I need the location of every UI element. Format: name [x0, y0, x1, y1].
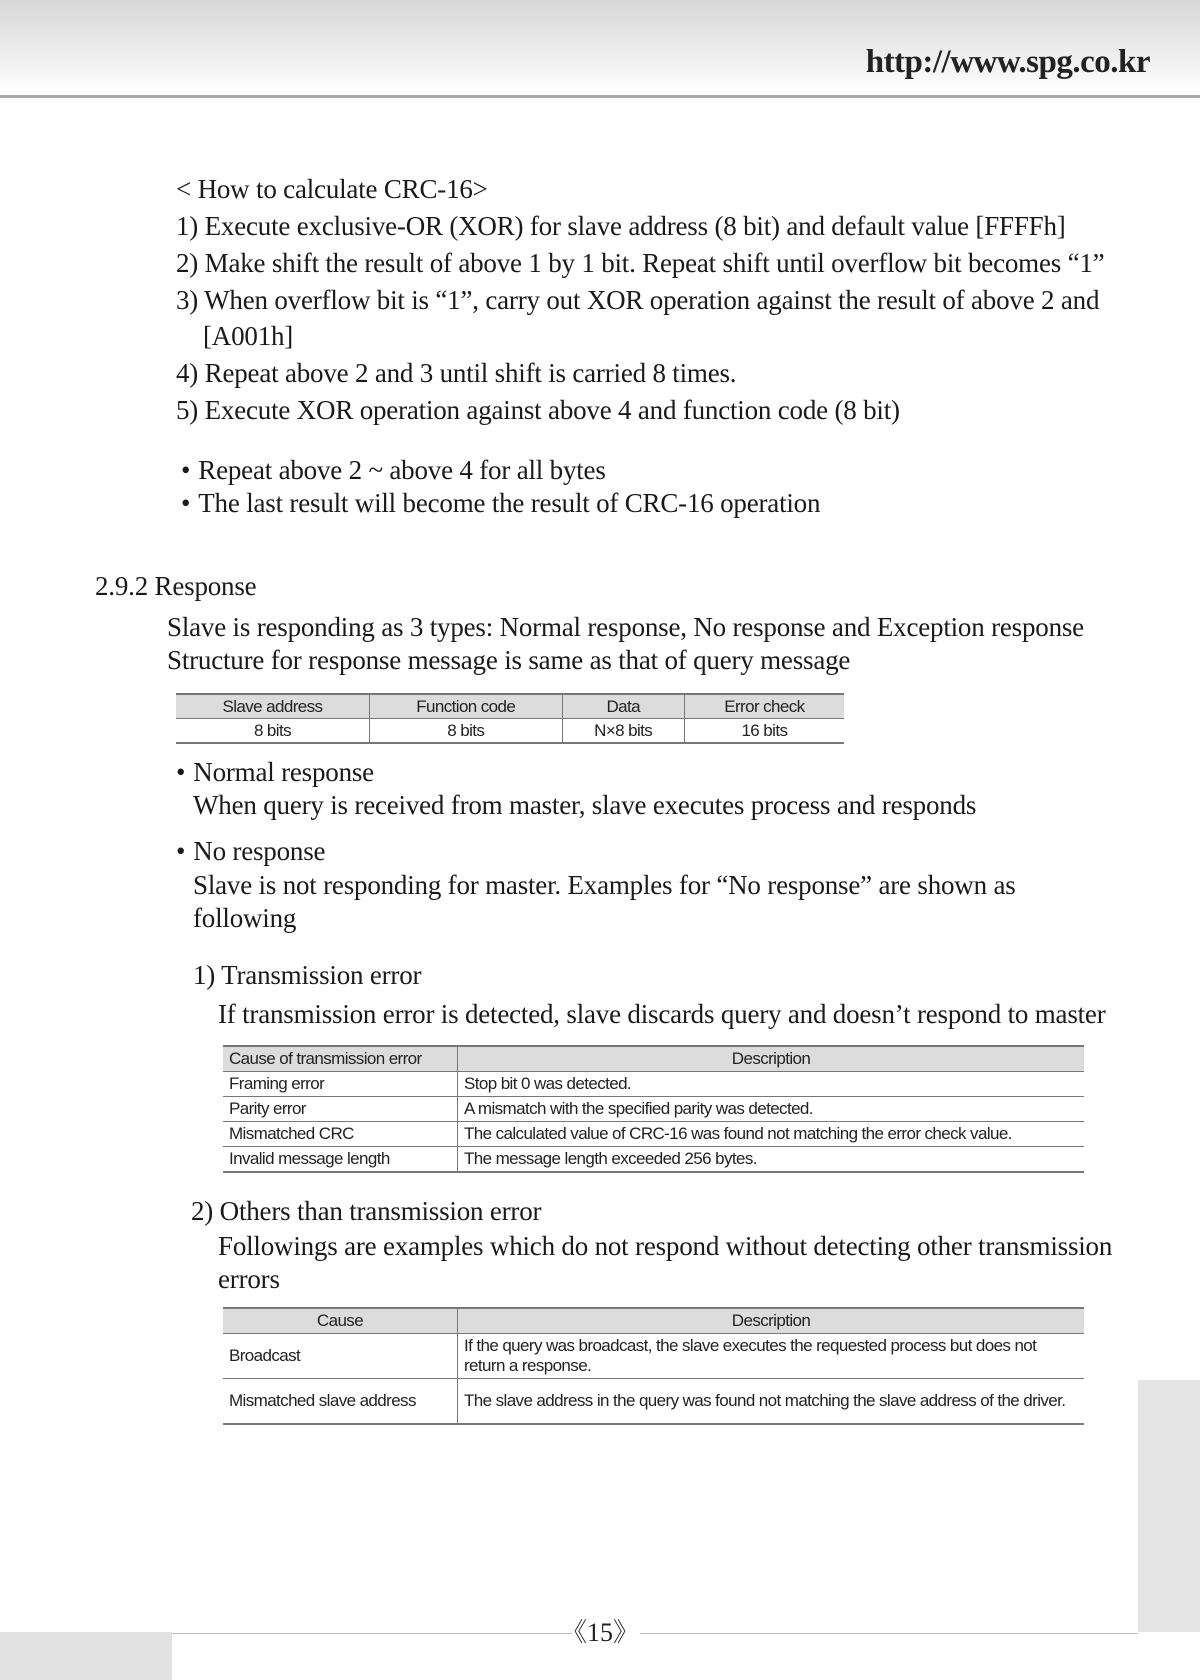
crc-bullet-2	[181, 486, 820, 520]
transmission-error-table	[223, 1045, 1084, 1173]
table-cell: Framing error	[223, 1072, 458, 1097]
crc-step-5: 5) Execute XOR operation against above 4 and function code (8 bit)	[176, 395, 900, 425]
table-row	[223, 1147, 1084, 1173]
table-cell: The calculated value of CRC-16 was found not matching the error check value.	[458, 1122, 1085, 1147]
table-header-cell: Cause	[223, 1308, 458, 1334]
section-heading: 2.9.2 Response	[95, 571, 257, 601]
others-table	[223, 1307, 1084, 1425]
table-header-cell: Description	[458, 1308, 1085, 1334]
crc-bullet-2-text: The last result will become the result of CRC-16 operation	[198, 488, 821, 518]
normal-response-text: When query is received from master, slave executes process and responds	[193, 790, 977, 820]
side-tab	[1138, 1380, 1200, 1632]
table-header-cell: Function code	[369, 694, 562, 719]
table-row	[223, 1379, 1084, 1425]
table-header-cell: Cause of transmission error	[223, 1046, 458, 1072]
table-cell: Mismatched CRC	[223, 1122, 458, 1147]
table-row	[223, 1072, 1084, 1097]
table-header-row	[223, 1046, 1084, 1072]
table-cell: Parity error	[223, 1097, 458, 1122]
crc-step-4: 4) Repeat above 2 and 3 until shift is carried 8 times.	[176, 358, 737, 388]
table-cell: Broadcast	[223, 1334, 458, 1379]
transmission-error-text: If transmission error is detected, slave discards query and doesn’t respond to master	[218, 999, 1106, 1029]
normal-response-title-text: Normal response	[193, 757, 374, 787]
crc-bullet-1	[181, 453, 606, 487]
table-cell: 8 bits	[176, 719, 369, 744]
table-cell: If the query was broadcast, the slave executes the requested process but does not return a response.	[458, 1334, 1085, 1379]
footer-rule	[640, 1633, 1138, 1634]
table-cell: Mismatched slave address	[223, 1379, 458, 1425]
crc-step-1: 1) Execute exclusive-OR (XOR) for slave address (8 bit) and default value [FFFFh]	[176, 211, 1066, 241]
response-intro-1: Slave is responding as 3 types: Normal response, No response and Exception response	[167, 612, 1084, 642]
table-cell: The slave address in the query was found not matching the slave address of the driver.	[464, 1391, 1066, 1410]
no-response-text-2: following	[193, 903, 297, 933]
header-rule	[0, 95, 1200, 98]
table-header-cell: Slave address	[176, 694, 369, 719]
others-title: 2) Others than transmission error	[191, 1196, 542, 1226]
response-intro-2: Structure for response message is same as that of query message	[167, 645, 851, 675]
header-url: http://www.spg.co.kr	[865, 44, 1150, 80]
table-row	[223, 1097, 1084, 1122]
table-cell: 16 bits	[741, 720, 788, 740]
footer-rule	[172, 1633, 572, 1634]
table-header-row	[223, 1308, 1084, 1334]
transmission-error-title: 1) Transmission error	[193, 960, 422, 990]
table-header-cell: Data	[562, 694, 684, 719]
no-response-title-text: No response	[193, 836, 326, 866]
crc-step-3: 3) When overflow bit is “1”, carry out XOR operation against the result of above 2 and	[176, 285, 1100, 315]
others-text-1: Followings are examples which do not respond without detecting other transmission	[218, 1231, 1113, 1261]
structure-table	[176, 693, 844, 744]
table-header-cell: Description	[458, 1046, 1085, 1072]
table-row	[176, 719, 844, 744]
table-cell: Stop bit 0 was detected.	[458, 1072, 1085, 1097]
table-cell: 8 bits	[369, 719, 562, 744]
crc-title: < How to calculate CRC-16>	[176, 174, 488, 204]
table-cell: N×8 bits	[562, 719, 684, 744]
others-text-2: errors	[218, 1264, 280, 1294]
table-row	[223, 1334, 1084, 1379]
crc-bullet-1-text: Repeat above 2 ~ above 4 for all bytes	[198, 455, 606, 485]
page-number: 《15》	[560, 1618, 639, 1647]
no-response-title	[176, 834, 325, 868]
crc-step-3-cont: [A001h]	[203, 321, 294, 351]
crc-step-2: 2) Make shift the result of above 1 by 1 bit. Repeat shift until overflow bit becomes “1”	[176, 248, 1105, 278]
table-cell: Invalid message length	[223, 1147, 458, 1173]
table-row	[223, 1122, 1084, 1147]
table-cell: A mismatch with the specified parity was detected.	[458, 1097, 1085, 1122]
no-response-text-1: Slave is not responding for master. Examples for “No response” are shown as	[193, 870, 1016, 900]
table-header-row	[176, 694, 844, 719]
footer-block	[0, 1632, 172, 1680]
normal-response-title	[176, 755, 374, 789]
table-header-cell: Error check	[684, 694, 844, 719]
table-cell: The message length exceeded 256 bytes.	[464, 1149, 757, 1168]
